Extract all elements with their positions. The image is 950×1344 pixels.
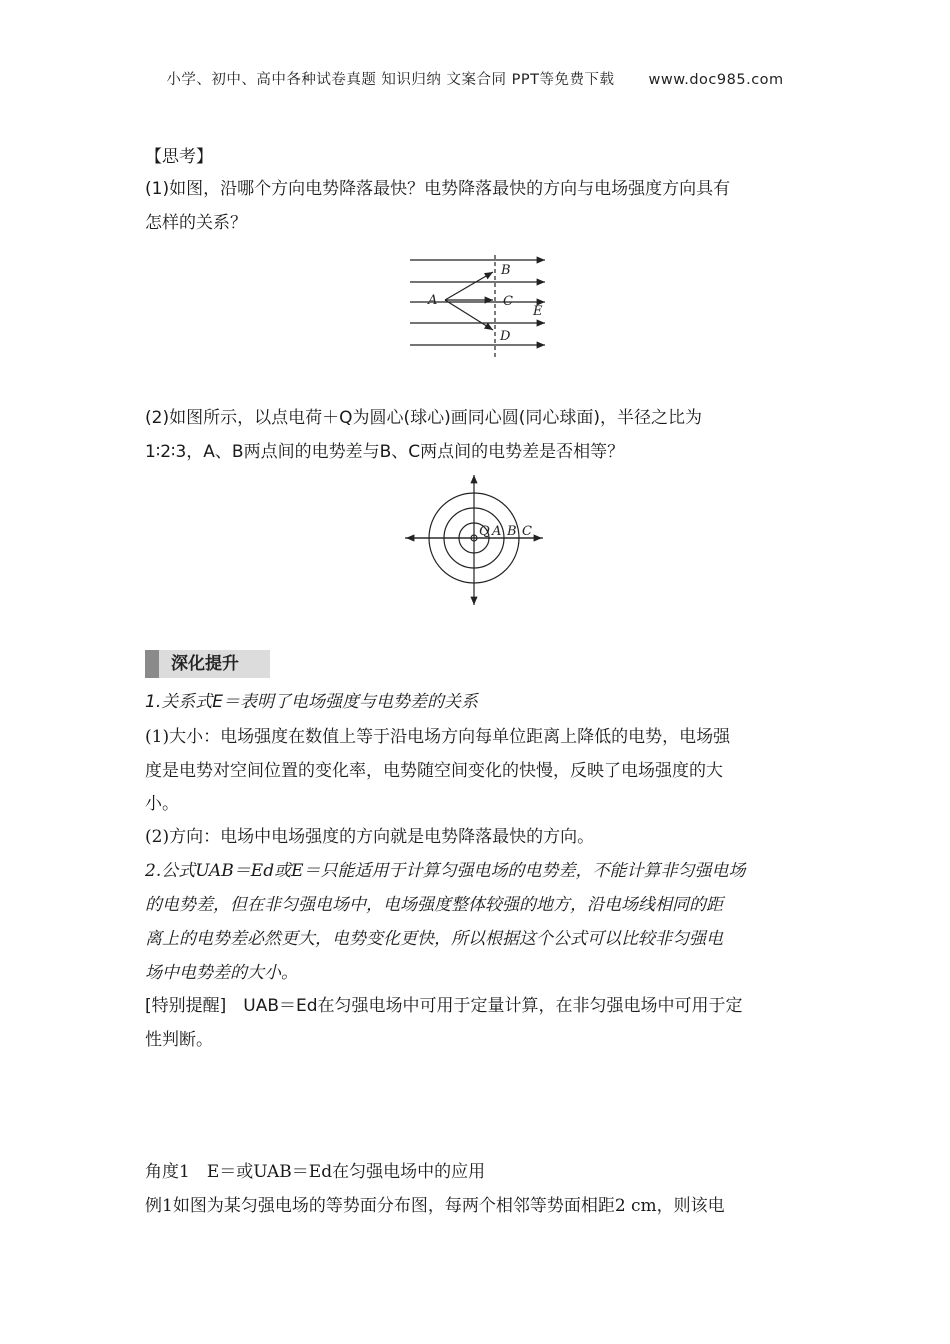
think-q1-line2: 怎样的关系？ [145,213,247,233]
fig1-label-c: C [503,294,513,309]
think-title: 【思考】 [145,147,213,167]
example-1: 例1如图为某匀强电场的等势面分布图，每两个相邻等势面相距2 cm，则该电 [145,1196,725,1216]
fig1-label-e: E [533,304,543,319]
header-url[interactable]: www.doc985.com [648,72,784,88]
fig2-label-b: B [507,524,517,539]
figure-concentric-circles [400,472,550,610]
think-q2-line1: (2)如图所示，以点电荷＋Q为圆心(球心)画同心圆(同心球面)，半径之比为 [145,408,702,428]
arrow-a-to-b [445,272,493,300]
note-line1: [特别提醒] UAB＝Ed在匀强电场中可用于定量计算，在非匀强电场中可用于定 [145,996,743,1016]
fig2-label-q: Q [479,524,490,539]
header-text: 小学、初中、高中各种试卷真题 知识归纳 文案合同 PPT等免费下载 [166,72,615,88]
fig1-label-a: A [428,293,438,308]
figure-uniform-field [400,250,560,365]
p1-title: 1.关系式E＝表明了电场强度与电势差的关系 [145,692,478,712]
p2-line2: 的电势差，但在非匀强电场中，电场强度整体较强的地方，沿电场线相同的距 [145,895,723,915]
p2-line4: 场中电势差的大小。 [145,963,298,983]
p2-line3: 离上的电势差必然更大，电势变化更快，所以根据这个公式可以比较非匀强电 [145,929,723,949]
section-tag-deepen: 深化提升 [145,650,270,678]
p1-a-line2: 度是电势对空间位置的变化率，电势随空间变化的快慢，反映了电场强度的大 [145,761,723,781]
fig2-label-a: A [492,524,502,539]
p1-b: (2)方向：电场中电场强度的方向就是电势降落最快的方向。 [145,827,595,847]
arrow-a-to-d [445,300,493,330]
fig2-label-c: C [522,524,532,539]
angle-title: 角度1 E＝或UAB＝Ed在匀强电场中的应用 [145,1162,486,1182]
think-q1-line1: (1)如图，沿哪个方向电势降落最快？电势降落最快的方向与电场强度方向具有 [145,179,731,199]
fig1-label-d: D [500,329,511,344]
think-q2-line2: 1∶2∶3，A、B两点间的电势差与B、C两点间的电势差是否相等？ [145,442,625,462]
p1-a-line1: (1)大小：电场强度在数值上等于沿电场方向每单位距离上降低的电势，电场强 [145,727,731,747]
page-header [0,68,950,89]
note-line2: 性判断。 [145,1030,213,1050]
p2-line1: 2.公式UAB＝Ed或E＝只能适用于计算匀强电场的电势差，不能计算非匀强电场 [145,861,746,881]
p1-a-line3: 小。 [145,794,179,814]
fig1-label-b: B [501,263,511,278]
